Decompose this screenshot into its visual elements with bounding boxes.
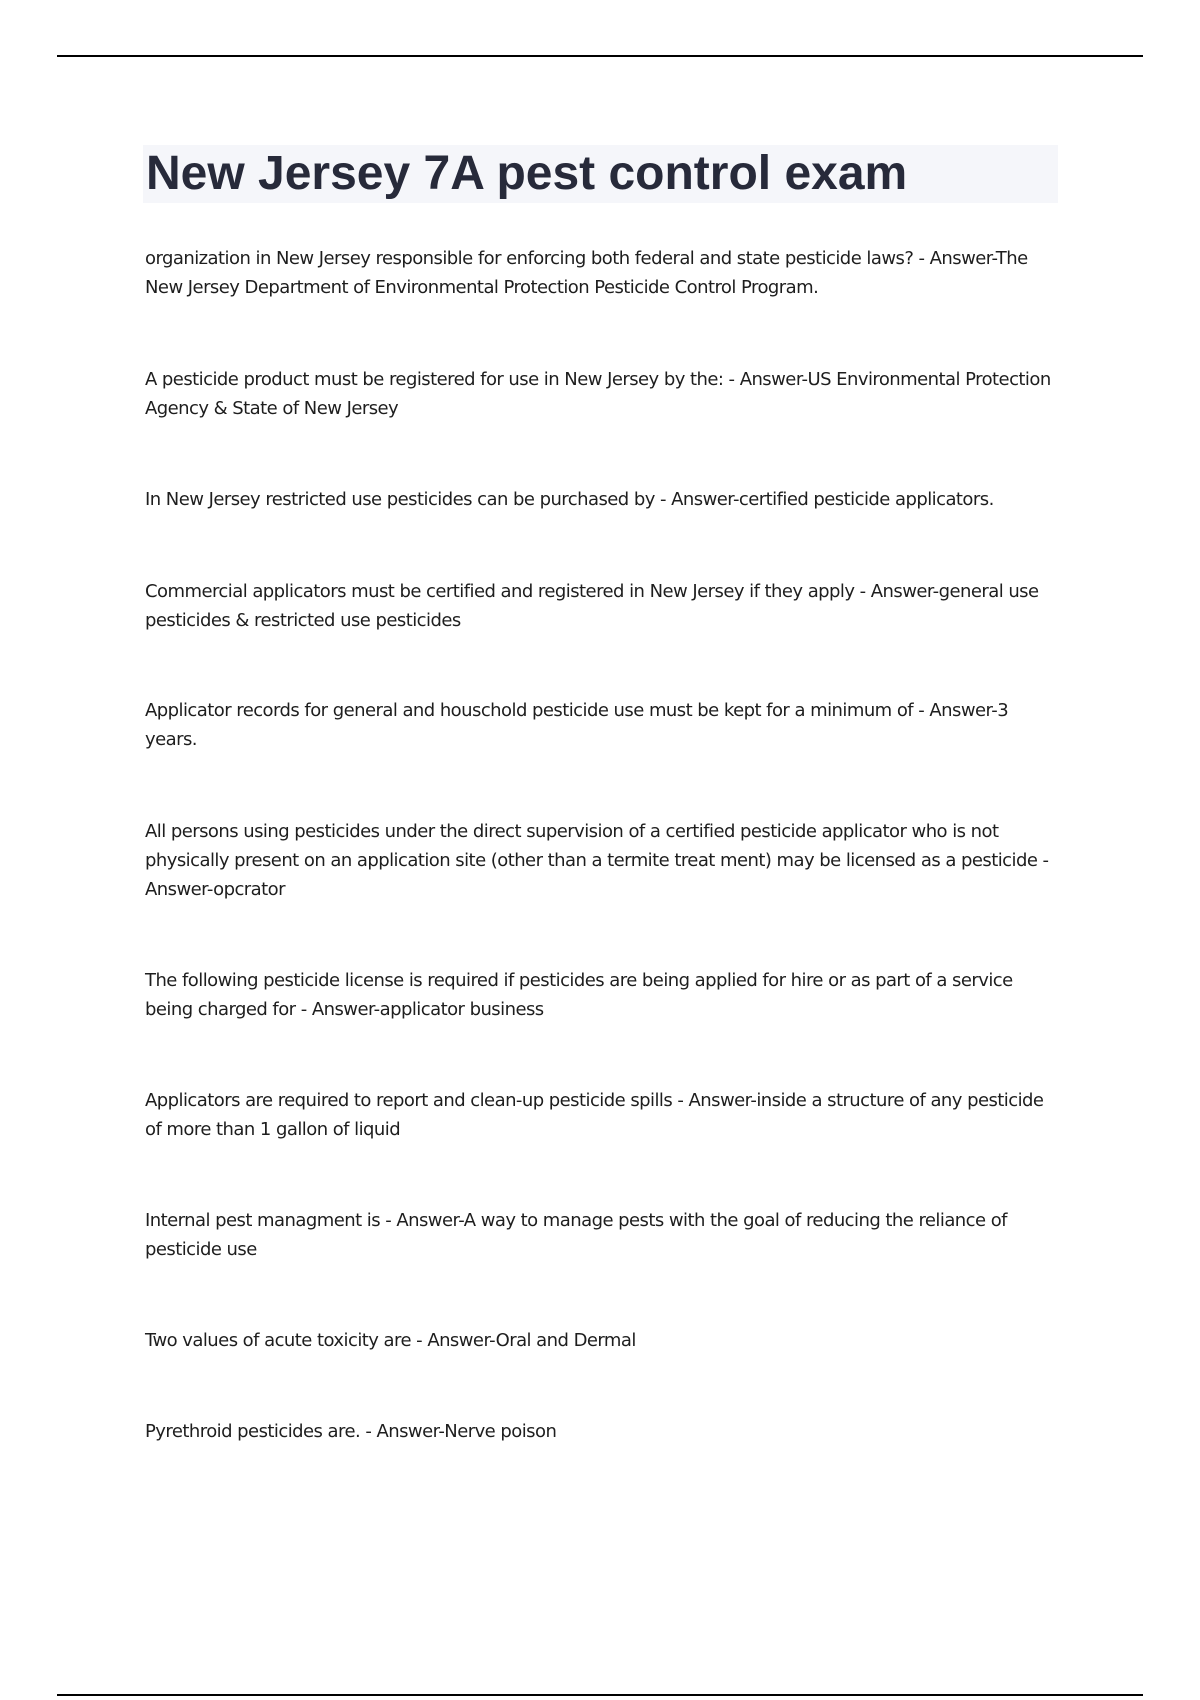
answer-prefix: Answer- [929, 248, 996, 269]
question-text: organization in New Jersey responsible for enforcing both federal and state pesticide laws? [145, 248, 914, 269]
separator: - [723, 369, 740, 390]
separator: - [1037, 850, 1049, 871]
separator: - [913, 700, 930, 721]
qa-item-6 [145, 817, 1060, 904]
qa-item-8 [145, 1086, 1060, 1144]
question-text: Applicator records for general and houschold pesticide use must be kept for a minimum of [145, 700, 914, 721]
answer-text: general use pesticides & restricted use pesticides [145, 581, 1039, 631]
answer-prefix: Answer- [870, 581, 939, 602]
answer-text: Nerve poison [444, 1421, 557, 1442]
document-title: New Jersey 7A pest control exam [146, 147, 908, 200]
qa-item-4 [145, 577, 1060, 635]
answer-prefix: Answer- [739, 369, 808, 390]
footer-rule [57, 1694, 1143, 1696]
answer-prefix: Answer- [145, 879, 214, 900]
qa-item-2 [145, 365, 1060, 423]
question-text: Two values of acute toxicity are [145, 1330, 412, 1351]
qa-item-10 [145, 1326, 1060, 1355]
header-rule [57, 55, 1143, 57]
question-text: All persons using pesticides under the direct supervision of a certified pesticide applicator who is not physically present on an application site (other than a termite treat ment) may be licensed as a pesticide [145, 821, 1038, 871]
answer-text: US Environmental Protection Agency & State of New Jersey [145, 369, 1051, 419]
answer-text: The New Jersey Department of Environmental Protection Pesticide Control Program. [145, 248, 1028, 298]
question-text: The following pesticide license is required if pesticides are being applied for hire or as part of a service being charged for [145, 970, 1013, 1020]
qa-item-5 [145, 696, 1060, 754]
separator: - [854, 581, 871, 602]
answer-text: inside a structure of any pesticide of more than 1 gallon of liquid [145, 1090, 1044, 1140]
qa-item-1 [145, 244, 1060, 302]
separator: - [913, 248, 930, 269]
answer-text: applicator business [379, 999, 544, 1020]
question-text: Commercial applicators must be certified and registered in New Jersey if they apply [145, 581, 855, 602]
answer-prefix: Answer- [427, 1330, 496, 1351]
question-text: Internal pest managment is [145, 1210, 381, 1231]
answer-prefix: Answer- [396, 1210, 464, 1231]
question-text: Applicators are required to report and clean-up pesticide spills [145, 1090, 673, 1111]
answer-prefix: Answer- [671, 489, 739, 510]
answer-text: opcrator [213, 879, 285, 900]
separator: - [295, 999, 312, 1020]
answer-text: Oral and Dermal [495, 1330, 636, 1351]
separator: - [411, 1330, 428, 1351]
qa-item-11 [145, 1417, 1060, 1446]
separator: - [380, 1210, 397, 1231]
qa-item-3 [145, 485, 1060, 514]
question-text: Pyrethroid pesticides are. [145, 1421, 361, 1442]
answer-text: 3 years. [145, 700, 1009, 750]
answer-prefix: Answer- [311, 999, 380, 1020]
qa-item-9 [145, 1206, 1060, 1264]
separator: - [654, 489, 672, 510]
separator: - [672, 1090, 689, 1111]
answer-prefix: Answer- [376, 1421, 445, 1442]
question-text: In New Jersey restricted use pesticides can be purchased by [145, 489, 655, 510]
qa-item-7 [145, 966, 1060, 1024]
separator: - [360, 1421, 377, 1442]
answer-text: certified pesticide applicators. [738, 489, 994, 510]
answer-prefix: Answer- [688, 1090, 757, 1111]
answer-prefix: Answer- [929, 700, 998, 721]
answer-text: A way to manage pests with the goal of reducing the reliance of pesticide use [145, 1210, 1007, 1260]
question-text: A pesticide product must be registered for use in New Jersey by the: [145, 369, 724, 390]
